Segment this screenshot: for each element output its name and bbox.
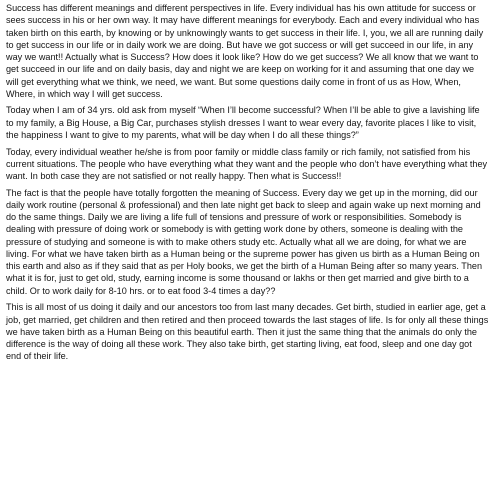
paragraph-self-question: Today when I am of 34 yrs. old ask from myself “When I’ll become successful? When I’ll be able to give a lavishing life to my family, a Big House, a Big Car, purchases stylish dresses I want to wear every day, favorite places I like to visit, the happiness I want to give to my parents, what will be day when I do all these things?”: [6, 105, 480, 140]
paragraph-dissatisfaction: Today, every individual weather he/she is from poor family or middle class family or rich family, not satisfied from his current situations. The people who have everything what they want and the people who don’t have everything what they want. In both case they are not satisfied or not really happy. Then what is Success!!: [6, 146, 488, 182]
paragraph-meaning-of-success: Success has different meanings and different perspectives in life. Every individual has his own attitude for success or sees success in his or her own way. It may have different meanings for everybody. Each and every individual who has taken birth on this earth, by knowing or by unknowingly wants to get success in their life. I, you, we all are running daily to get success in our life or in daily work we are doing. But have we got success or will get succeed in our life, in any way we want!! Actually what is Success? How does it look like? How do we get success? We all know that we want to get succeed in our life and on daily basis, day and night we are keep on working for it and assuming that one day we will get everything what we think, we need, we want. But some questions daily come in front of us as How, When, Where, in which way I will get success.: [6, 3, 484, 99]
paragraph-daily-routine: The fact is that the people have totally forgotten the meaning of Success. Every day we get up in the morning, did our daily work routine (personal & professional) and then late night get back to sleep and again wake up next morning and do the same things. Daily we are living a life full of tensions and pressure of work or responsibilities. Somebody is dealing with pressure of doing work or somebody is with getting work done by others, someone is dealing with the pressure of studying and someone is with to make others study etc. Actually what all we are doing, for what we are living. For what we have taken birth as a Human being or the supreme power has given us birth as a Human Being on this earth and also as if they said that as per Holy books, we get the birth of a Human Being after so many years. Then what it is for, just to get old, study, earning income is some thousand or lakhs or then get married and give birth to a child. Or to work daily for 8-10 hrs. or to eat food 3-4 times a day??: [6, 187, 482, 296]
paragraph-life-cycle: This is all most of us doing it daily and our ancestors too from last many decades. Get birth, studied in earlier age, get a job, get married, get children and then retired and then proceed towards the last stages of life. Is for only all these things we have taken birth as a Human Being on this beautiful earth. Then it just the same thing that the animals do only the difference is the way of doing all these work. They also take birth, get starting living, eat food, sleep and one day got end of their life.: [6, 302, 489, 362]
